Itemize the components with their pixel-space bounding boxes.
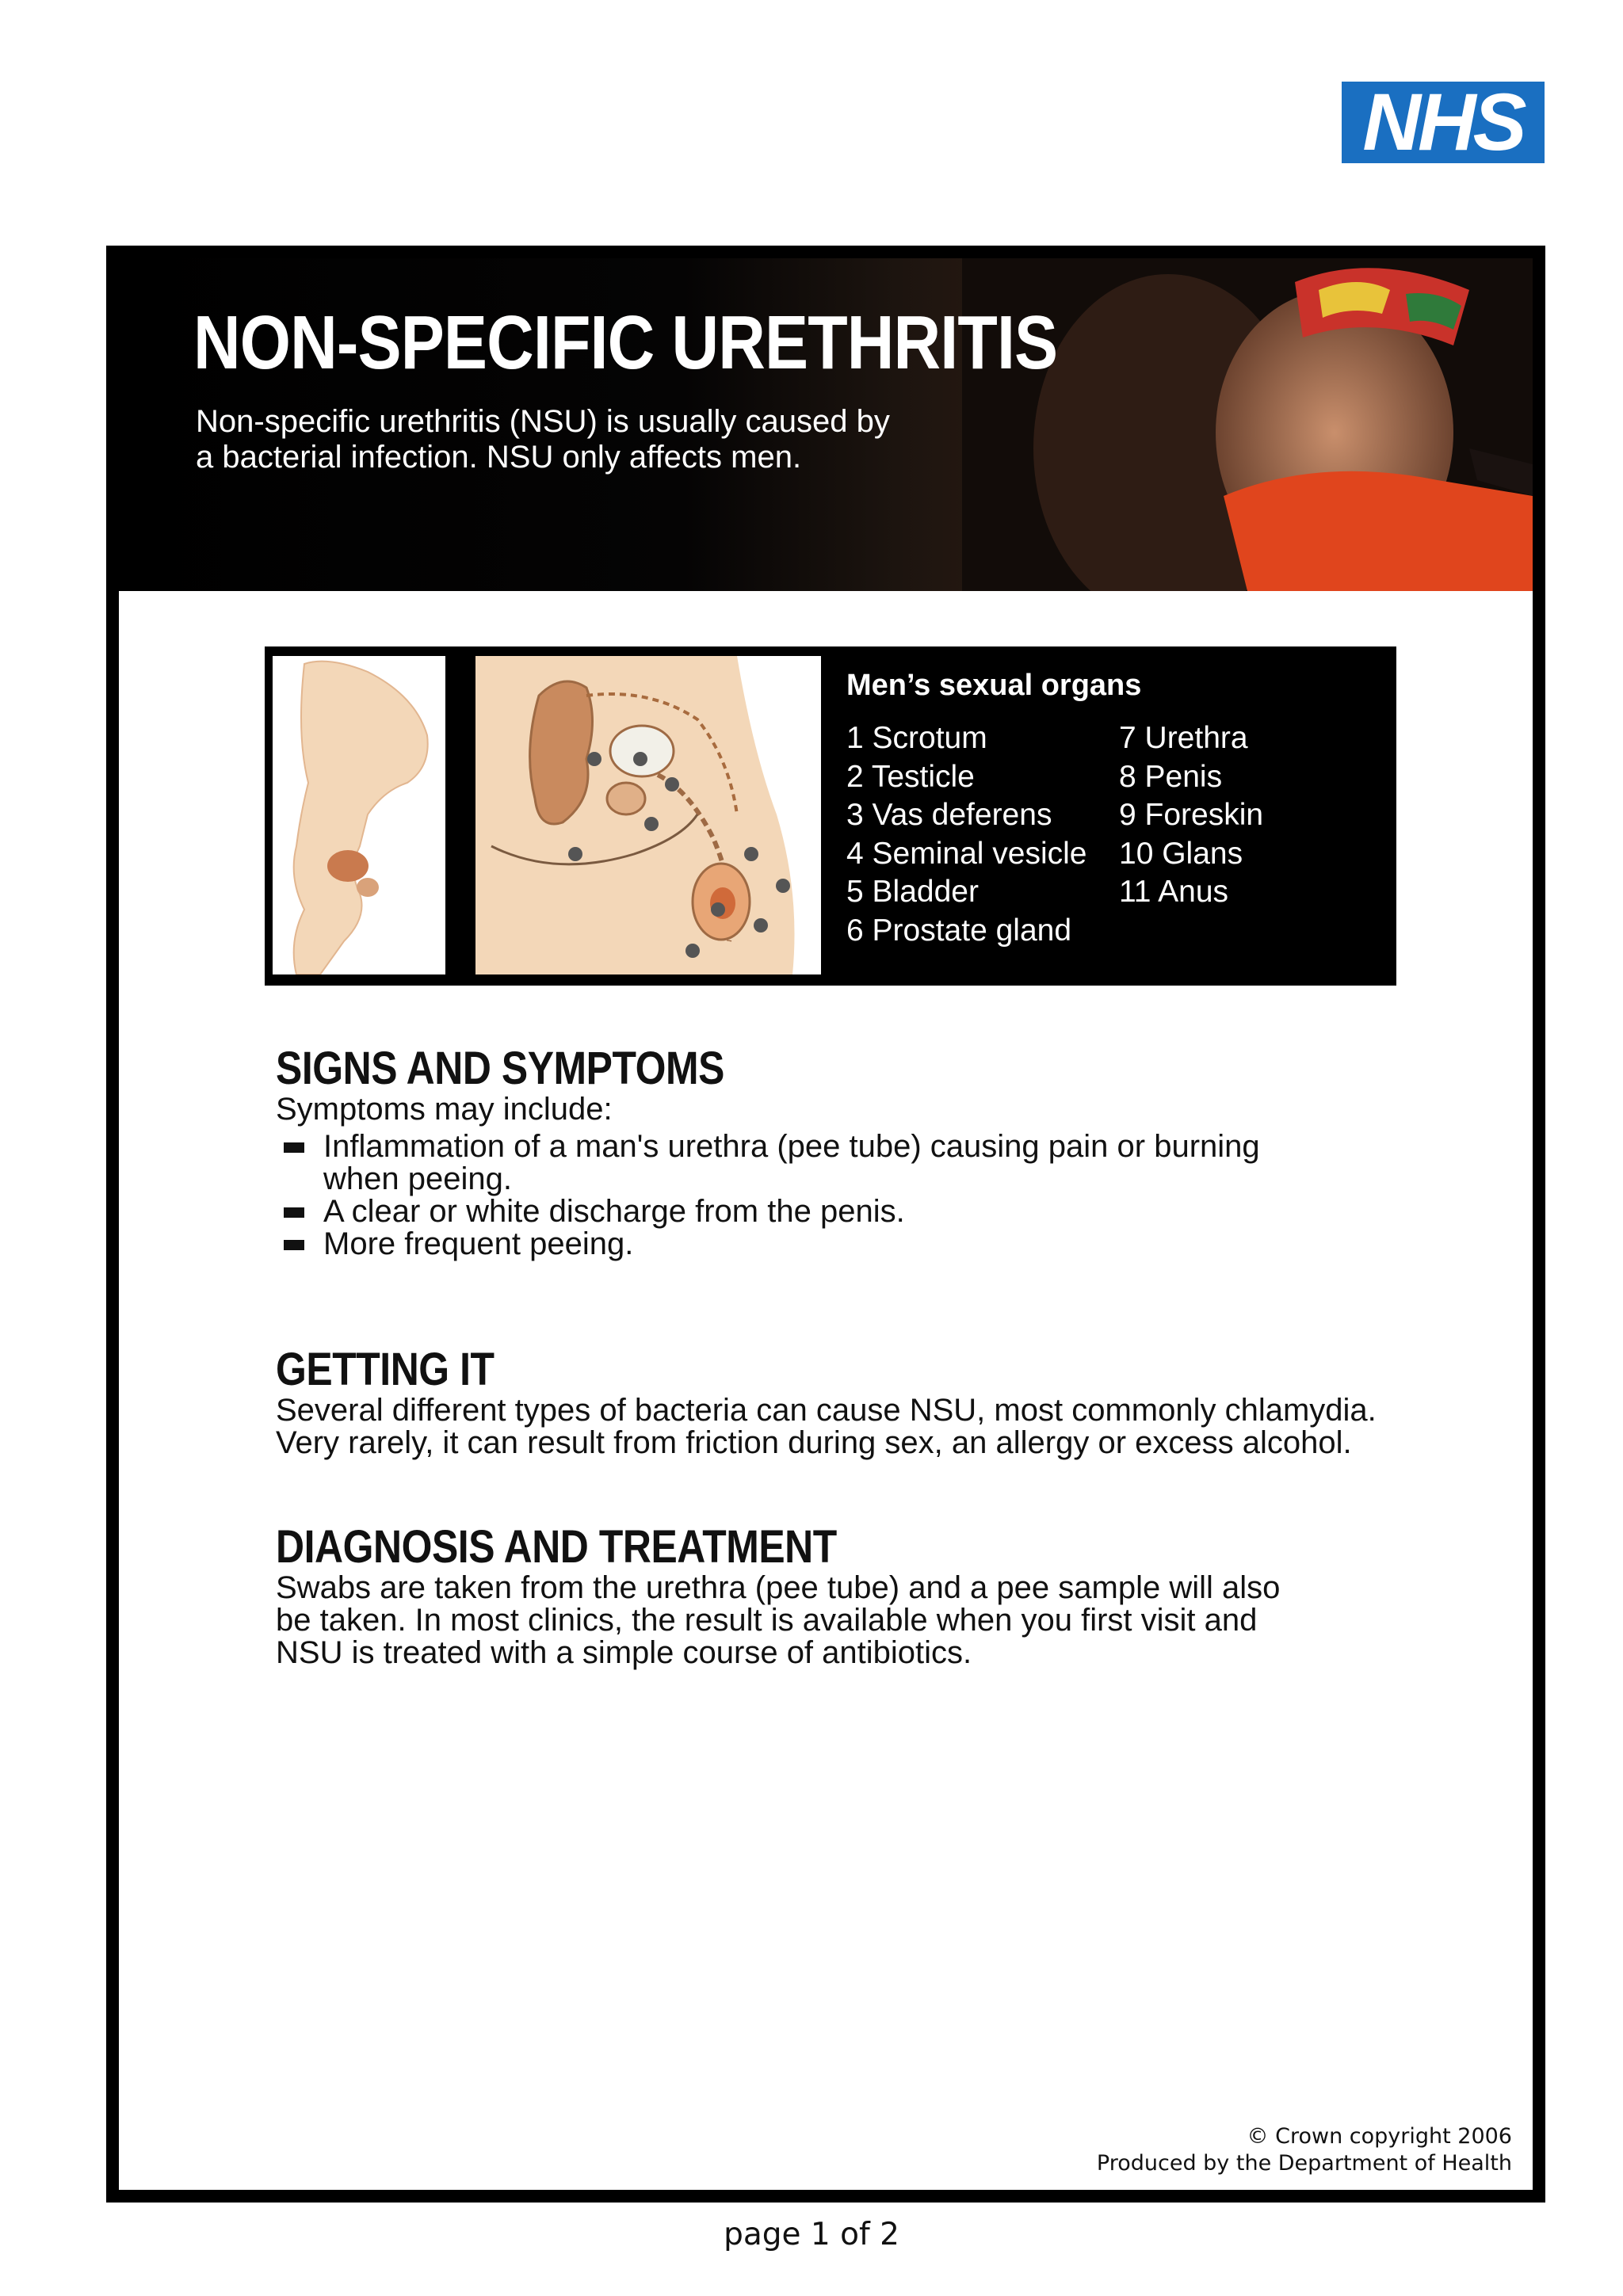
nhs-logo: NHS [1342,82,1545,163]
symptom-item: A clear or white discharge from the penis. [276,1196,1465,1228]
organs-list-right [1119,719,1263,912]
symptom-item: More frequent peeing. [276,1228,1465,1261]
organ-item: 10 Glans [1119,836,1243,871]
intro-line-1: Non-specific urethritis (NSU) is usually caused by [196,404,890,439]
leaflet-frame [106,246,1545,2203]
organ-item: 7 Urethra [1119,721,1248,755]
intro-text [196,404,988,475]
symptom-item: Inflammation of a man's urethra (pee tube) causing pain or burning when peeing. [276,1131,1322,1196]
organ-item: 8 Penis [1119,759,1223,794]
page-number: page 1 of 2 [724,2217,899,2252]
intro-line-2: a bacterial infection. NSU only affects men. [196,440,802,475]
getting-section [276,1345,1401,1459]
signs-heading: SIGNS AND SYMPTOMS [276,1043,724,1094]
organ-item: 1 Scrotum [846,721,987,755]
page-title: NON-SPECIFIC URETHRITIS [193,300,1058,385]
organs-title: Men’s sexual organs [846,669,1142,702]
diagnosis-section [276,1523,1322,1669]
getting-text: Several different types of bacteria can cause NSU, most commonly chlamydia. Very rarely, it can result from friction during sex, an allergy or excess alcohol. [276,1393,1377,1460]
signs-section [276,1044,1465,1261]
producer-line: Produced by the Department of Health [1096,2151,1512,2176]
organ-item: 11 Anus [1119,875,1229,909]
diagnosis-text: Swabs are taken from the urethra (pee tube) and a pee sample will also be taken. In most clinics, the result is available when you first visit and NSU is treated with a simple course of antibiotics. [276,1570,1281,1670]
organ-item: 9 Foreskin [1119,798,1264,832]
signs-intro: Symptoms may include: [276,1092,613,1127]
diagnosis-heading: DIAGNOSIS AND TREATMENT [276,1521,837,1573]
organ-item: 6 Prostate gland [846,913,1072,948]
organs-diagram-box [265,646,1396,986]
organs-illustration [475,656,821,974]
copyright-line: © Crown copyright 2006 [1247,2124,1512,2149]
body-side-illustration [273,656,445,974]
organ-item: 3 Vas deferens [846,798,1052,832]
organ-item: 5 Bladder [846,875,979,909]
organs-list-left [846,719,1086,950]
getting-heading: GETTING IT [276,1344,495,1395]
hero-banner [119,258,1533,591]
symptoms-list [276,1131,1465,1261]
organ-item: 2 Testicle [846,759,975,794]
organ-item: 4 Seminal vesicle [846,836,1087,871]
copyright-notice [1097,2123,1512,2177]
